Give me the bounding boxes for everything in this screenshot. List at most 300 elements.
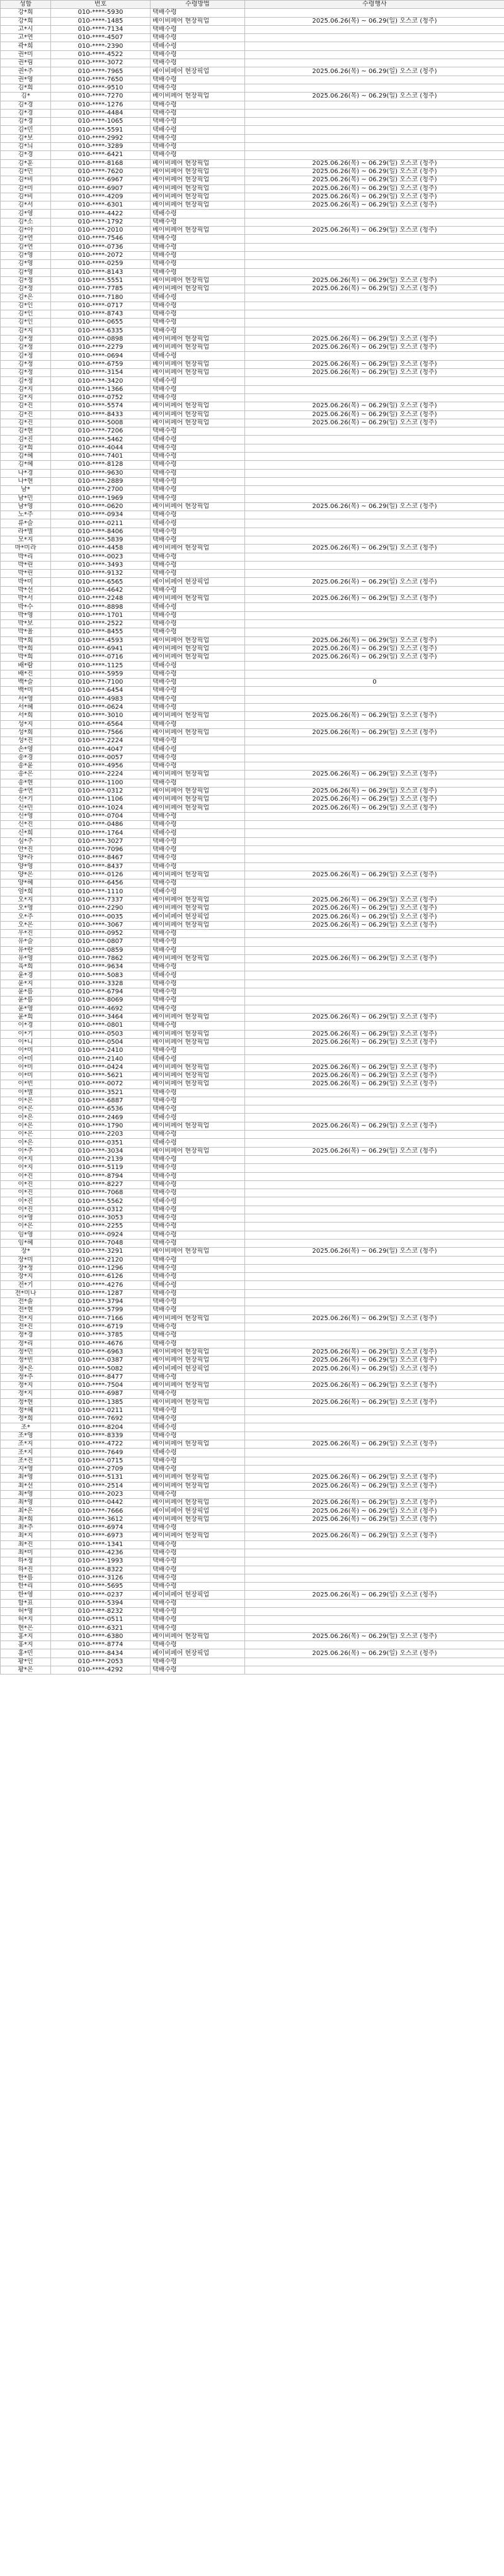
cell-phone: 010-****-6887 xyxy=(51,1097,151,1105)
table-row xyxy=(1,1482,504,1490)
cell-phone: 010-****-3072 xyxy=(51,59,151,67)
cell-name: 이*진 xyxy=(1,1206,51,1214)
cell-phone: 010-****-0694 xyxy=(51,352,151,360)
cell-phone: 010-****-6565 xyxy=(51,578,151,586)
cell-phone: 010-****-0259 xyxy=(51,260,151,268)
table-row xyxy=(1,101,504,109)
table-row xyxy=(1,1030,504,1038)
cell-name: 홍*지 xyxy=(1,1632,51,1641)
table-row xyxy=(1,167,504,176)
cell-receive-method: 택배수령 xyxy=(151,1231,245,1239)
cell-receive-event: 2025.06.26(목) ~ 06.29(일) 오스코 (청주) xyxy=(245,369,504,377)
table-row xyxy=(1,1515,504,1523)
cell-receive-event: 2025.06.26(목) ~ 06.29(일) 오스코 (청주) xyxy=(245,804,504,812)
cell-name: 이*은 xyxy=(1,1131,51,1139)
cell-phone: 010-****-3328 xyxy=(51,980,151,988)
table-row xyxy=(1,260,504,268)
cell-phone: 010-****-3464 xyxy=(51,1013,151,1021)
cell-phone: 010-****-2010 xyxy=(51,227,151,235)
cell-receive-event xyxy=(245,1373,504,1381)
cell-name: 이*미 xyxy=(1,1072,51,1080)
cell-phone: 010-****-0035 xyxy=(51,913,151,921)
cell-name: 이*진 xyxy=(1,1197,51,1206)
cell-name: 박*희 xyxy=(1,636,51,645)
cell-receive-method: 택배수령 xyxy=(151,1097,245,1105)
cell-phone: 010-****-4236 xyxy=(51,1549,151,1557)
cell-receive-event xyxy=(245,1457,504,1465)
cell-receive-method: 택배수령 xyxy=(151,1022,245,1030)
cell-receive-method: 택배수령 xyxy=(151,84,245,92)
cell-name: 정*은 xyxy=(1,1365,51,1373)
cell-phone: 010-****-0486 xyxy=(51,821,151,829)
cell-receive-event xyxy=(245,662,504,670)
cell-phone: 010-****-3521 xyxy=(51,1088,151,1097)
cell-receive-event: 2025.06.26(목) ~ 06.29(일) 오스코 (청주) xyxy=(245,645,504,653)
cell-receive-method: 베이비페어 현장픽업 xyxy=(151,796,245,804)
cell-receive-method: 택배수령 xyxy=(151,745,245,754)
table-row xyxy=(1,1381,504,1389)
cell-phone: 010-****-4047 xyxy=(51,745,151,754)
cell-receive-method: 택배수령 xyxy=(151,243,245,251)
cell-receive-event: 2025.06.26(목) ~ 06.29(일) 오스코 (청주) xyxy=(245,1649,504,1658)
cell-receive-event: 2025.06.26(목) ~ 06.29(일) 오스코 (청주) xyxy=(245,402,504,410)
table-row xyxy=(1,502,504,511)
table-row xyxy=(1,1490,504,1498)
cell-name: 남*민 xyxy=(1,494,51,502)
table-row xyxy=(1,1540,504,1549)
cell-receive-event: 0 xyxy=(245,679,504,687)
table-row xyxy=(1,1373,504,1381)
cell-phone: 010-****-2889 xyxy=(51,477,151,485)
cell-phone: 010-****-5462 xyxy=(51,436,151,444)
cell-receive-method: 택배수령 xyxy=(151,486,245,494)
cell-phone: 010-****-2224 xyxy=(51,771,151,779)
cell-phone: 010-****-6974 xyxy=(51,1524,151,1532)
table-row xyxy=(1,1357,504,1365)
cell-receive-event xyxy=(245,854,504,862)
cell-phone: 010-****-2139 xyxy=(51,1155,151,1163)
table-row xyxy=(1,393,504,402)
cell-receive-method: 택배수령 xyxy=(151,42,245,50)
cell-receive-event: 2025.06.26(목) ~ 06.29(일) 오스코 (청주) xyxy=(245,227,504,235)
cell-phone: 010-****-7100 xyxy=(51,679,151,687)
cell-receive-event xyxy=(245,619,504,628)
cell-phone: 010-****-1287 xyxy=(51,1289,151,1297)
table-row xyxy=(1,921,504,929)
table-row xyxy=(1,762,504,771)
cell-receive-method: 택배수령 xyxy=(151,1616,245,1624)
table-row xyxy=(1,1398,504,1406)
cell-receive-method: 베이비페어 현장픽업 xyxy=(151,1632,245,1641)
cell-name: 최*영 xyxy=(1,1499,51,1507)
cell-phone: 010-****-5799 xyxy=(51,1306,151,1314)
cell-phone: 010-****-0023 xyxy=(51,553,151,561)
table-row xyxy=(1,1323,504,1331)
cell-name: 전*솔 xyxy=(1,1298,51,1306)
cell-phone: 010-****-4044 xyxy=(51,444,151,452)
table-row xyxy=(1,1273,504,1281)
cell-phone: 010-****-4983 xyxy=(51,695,151,703)
cell-receive-event xyxy=(245,101,504,109)
cell-name: 지*영 xyxy=(1,1465,51,1473)
cell-name: 송*윤 xyxy=(1,762,51,771)
cell-receive-method: 택배수령 xyxy=(151,1214,245,1223)
cell-receive-method: 베이비페어 현장픽업 xyxy=(151,402,245,410)
cell-receive-method: 택배수령 xyxy=(151,477,245,485)
table-row xyxy=(1,327,504,335)
cell-phone: 010-****-6564 xyxy=(51,720,151,728)
cell-name: 정*민 xyxy=(1,1348,51,1356)
table-row xyxy=(1,1658,504,1666)
cell-name: 함*표 xyxy=(1,1599,51,1607)
cell-receive-method: 택배수령 xyxy=(151,1131,245,1139)
cell-name: 김*정 xyxy=(1,344,51,352)
cell-receive-event: 2025.06.26(목) ~ 06.29(일) 오스코 (청주) xyxy=(245,921,504,929)
cell-receive-method: 택배수령 xyxy=(151,436,245,444)
cell-receive-event: 2025.06.26(목) ~ 06.29(일) 오스코 (청주) xyxy=(245,502,504,511)
cell-receive-method: 택배수령 xyxy=(151,1105,245,1114)
cell-phone: 010-****-3067 xyxy=(51,921,151,929)
cell-phone: 010-****-4422 xyxy=(51,210,151,218)
cell-phone: 010-****-5119 xyxy=(51,1164,151,1172)
cell-receive-event xyxy=(245,268,504,276)
cell-name: 권*영 xyxy=(1,76,51,84)
cell-receive-event xyxy=(245,988,504,997)
cell-phone: 010-****-7206 xyxy=(51,427,151,436)
table-row xyxy=(1,1524,504,1532)
cell-receive-method: 택배수령 xyxy=(151,1557,245,1566)
cell-receive-method: 베이비페어 현장픽업 xyxy=(151,176,245,184)
cell-receive-event xyxy=(245,1624,504,1632)
cell-receive-method: 택배수령 xyxy=(151,134,245,142)
table-row xyxy=(1,50,504,59)
cell-receive-event: 2025.06.26(목) ~ 06.29(일) 오스코 (청주) xyxy=(245,1515,504,1523)
cell-receive-method: 택배수령 xyxy=(151,1641,245,1649)
cell-receive-event xyxy=(245,1406,504,1415)
cell-phone: 010-****-2390 xyxy=(51,42,151,50)
table-row xyxy=(1,896,504,904)
cell-receive-method: 택배수령 xyxy=(151,151,245,159)
cell-receive-method: 택배수령 xyxy=(151,980,245,988)
cell-receive-event xyxy=(245,1557,504,1566)
cell-receive-event xyxy=(245,486,504,494)
table-row xyxy=(1,980,504,988)
cell-name: 김*정 xyxy=(1,352,51,360)
cell-receive-method: 택배수령 xyxy=(151,938,245,946)
table-row xyxy=(1,963,504,971)
cell-receive-method: 베이비페어 현장픽업 xyxy=(151,1515,245,1523)
cell-receive-event xyxy=(245,745,504,754)
cell-phone: 010-****-6454 xyxy=(51,687,151,695)
cell-phone: 010-****-7566 xyxy=(51,728,151,737)
cell-receive-event: 2025.06.26(목) ~ 06.29(일) 오스코 (청주) xyxy=(245,1072,504,1080)
cell-receive-method: 택배수령 xyxy=(151,109,245,117)
cell-phone: 010-****-9634 xyxy=(51,963,151,971)
table-row xyxy=(1,1423,504,1432)
cell-receive-event: 2025.06.26(목) ~ 06.29(일) 오스코 (청주) xyxy=(245,159,504,167)
cell-phone: 010-****-7620 xyxy=(51,167,151,176)
cell-receive-event xyxy=(245,1524,504,1532)
cell-receive-event xyxy=(245,963,504,971)
cell-receive-method: 베이비페어 현장픽업 xyxy=(151,369,245,377)
table-row xyxy=(1,243,504,251)
cell-receive-method: 택배수령 xyxy=(151,50,245,59)
cell-name: 이*진 xyxy=(1,1180,51,1189)
cell-receive-event xyxy=(245,218,504,226)
cell-name: 조*진 xyxy=(1,1457,51,1465)
cell-receive-method: 베이비페어 현장픽업 xyxy=(151,1147,245,1155)
cell-phone: 010-****-2514 xyxy=(51,1482,151,1490)
cell-receive-method: 베이비페어 현장픽업 xyxy=(151,227,245,235)
cell-receive-method: 베이비페어 현장픽업 xyxy=(151,1474,245,1482)
cell-phone: 010-****-5551 xyxy=(51,276,151,285)
cell-name: 서*영 xyxy=(1,695,51,703)
cell-name: 김*영 xyxy=(1,210,51,218)
cell-name: 김*경 xyxy=(1,109,51,117)
table-row xyxy=(1,913,504,921)
cell-receive-method: 택배수령 xyxy=(151,444,245,452)
cell-receive-event: 2025.06.26(목) ~ 06.29(일) 오스코 (청주) xyxy=(245,1314,504,1323)
cell-name: 임*혜 xyxy=(1,1239,51,1247)
cell-receive-method: 택배수령 xyxy=(151,879,245,888)
table-row xyxy=(1,1583,504,1591)
table-row xyxy=(1,1599,504,1607)
cell-name: 김*진 xyxy=(1,419,51,427)
cell-receive-method: 택배수령 xyxy=(151,988,245,997)
cell-receive-event: 2025.06.26(목) ~ 06.29(일) 오스코 (청주) xyxy=(245,1398,504,1406)
cell-receive-event xyxy=(245,50,504,59)
cell-phone: 010-****-3794 xyxy=(51,1298,151,1306)
cell-receive-method: 베이비페어 현장픽업 xyxy=(151,335,245,343)
cell-receive-event xyxy=(245,143,504,151)
cell-receive-method: 베이비페어 현장픽업 xyxy=(151,1499,245,1507)
cell-receive-method: 베이비페어 현장픽업 xyxy=(151,1532,245,1540)
cell-receive-method: 베이비페어 현장픽업 xyxy=(151,1357,245,1365)
cell-receive-method: 택배수령 xyxy=(151,1206,245,1214)
cell-receive-event xyxy=(245,837,504,845)
cell-receive-method: 택배수령 xyxy=(151,235,245,243)
cell-name: 김*서 xyxy=(1,201,51,210)
cell-phone: 010-****-1341 xyxy=(51,1540,151,1549)
table-row xyxy=(1,360,504,368)
cell-name: 박*수 xyxy=(1,603,51,611)
cell-receive-event xyxy=(245,938,504,946)
cell-phone: 010-****-4593 xyxy=(51,636,151,645)
table-row xyxy=(1,938,504,946)
cell-phone: 010-****-7166 xyxy=(51,1314,151,1323)
cell-receive-method: 베이비페어 현장픽업 xyxy=(151,921,245,929)
cell-name: 전*미나 xyxy=(1,1289,51,1297)
cell-name: 최*진 xyxy=(1,1540,51,1549)
table-row xyxy=(1,276,504,285)
cell-receive-method: 택배수령 xyxy=(151,1566,245,1574)
cell-name: 남* xyxy=(1,486,51,494)
cell-phone: 010-****-9630 xyxy=(51,469,151,477)
cell-phone: 010-****-6794 xyxy=(51,988,151,997)
cell-receive-method: 택배수령 xyxy=(151,779,245,787)
cell-receive-method: 베이비페어 현장픽업 xyxy=(151,712,245,720)
table-row xyxy=(1,1088,504,1097)
cell-phone: 010-****-0624 xyxy=(51,703,151,711)
cell-receive-event xyxy=(245,1306,504,1314)
cell-name: 오*지 xyxy=(1,896,51,904)
cell-phone: 010-****-0655 xyxy=(51,319,151,327)
cell-name: 강*희 xyxy=(1,17,51,25)
cell-receive-method: 택배수령 xyxy=(151,1583,245,1591)
cell-phone: 010-****-0312 xyxy=(51,787,151,795)
cell-phone: 010-****-3053 xyxy=(51,1214,151,1223)
table-row xyxy=(1,335,504,343)
cell-receive-event xyxy=(245,720,504,728)
cell-phone: 010-****-5394 xyxy=(51,1599,151,1607)
cell-receive-event: 2025.06.26(목) ~ 06.29(일) 오스코 (청주) xyxy=(245,193,504,201)
cell-receive-event: 2025.06.26(목) ~ 06.29(일) 오스코 (청주) xyxy=(245,871,504,879)
cell-name: 김*혜 xyxy=(1,453,51,461)
table-row xyxy=(1,93,504,101)
cell-name: 한*름 xyxy=(1,1574,51,1582)
cell-receive-event xyxy=(245,1097,504,1105)
cell-receive-method: 택배수령 xyxy=(151,1005,245,1013)
table-row xyxy=(1,703,504,711)
table-row xyxy=(1,1507,504,1515)
cell-name: 김*연 xyxy=(1,243,51,251)
table-row xyxy=(1,143,504,151)
cell-name: 서*희 xyxy=(1,712,51,720)
cell-name: 송*은 xyxy=(1,771,51,779)
cell-name: 류*슬 xyxy=(1,519,51,528)
cell-phone: 010-****-2023 xyxy=(51,1490,151,1498)
cell-receive-method: 택배수령 xyxy=(151,528,245,536)
cell-receive-event xyxy=(245,821,504,829)
cell-phone: 010-****-0717 xyxy=(51,302,151,310)
cell-receive-event xyxy=(245,34,504,42)
cell-phone: 010-****-7785 xyxy=(51,285,151,293)
header-event: 수령행사 xyxy=(245,1,504,9)
table-row xyxy=(1,1474,504,1482)
cell-name: 엄*희 xyxy=(1,888,51,896)
cell-name: 김*인 xyxy=(1,302,51,310)
cell-phone: 010-****-1792 xyxy=(51,218,151,226)
cell-name: 김*경 xyxy=(1,151,51,159)
table-row xyxy=(1,1063,504,1071)
cell-receive-event xyxy=(245,494,504,502)
cell-receive-method: 택배수령 xyxy=(151,310,245,318)
cell-receive-method: 택배수령 xyxy=(151,319,245,327)
table-row xyxy=(1,670,504,678)
cell-phone: 010-****-7401 xyxy=(51,453,151,461)
cell-receive-event: 2025.06.26(목) ~ 06.29(일) 오스코 (청주) xyxy=(245,1122,504,1130)
cell-name: 하*정 xyxy=(1,1557,51,1566)
cell-phone: 010-****-8204 xyxy=(51,1423,151,1432)
table-row xyxy=(1,210,504,218)
cell-phone: 010-****-6536 xyxy=(51,1105,151,1114)
cell-name: 최*은 xyxy=(1,1507,51,1515)
cell-phone: 010-****-1385 xyxy=(51,1398,151,1406)
cell-receive-event xyxy=(245,695,504,703)
cell-receive-method: 베이비페어 현장픽업 xyxy=(151,502,245,511)
cell-receive-event: 2025.06.26(목) ~ 06.29(일) 오스코 (청주) xyxy=(245,419,504,427)
cell-name: 박*희 xyxy=(1,645,51,653)
cell-receive-event: 2025.06.26(목) ~ 06.29(일) 오스코 (청주) xyxy=(245,712,504,720)
cell-receive-method: 택배수령 xyxy=(151,703,245,711)
cell-phone: 010-****-1276 xyxy=(51,101,151,109)
table-row xyxy=(1,1239,504,1247)
cell-receive-event xyxy=(245,1289,504,1297)
cell-phone: 010-****-4209 xyxy=(51,193,151,201)
cell-receive-event xyxy=(245,9,504,17)
cell-phone: 010-****-2053 xyxy=(51,1658,151,1666)
cell-receive-event: 2025.06.26(목) ~ 06.29(일) 오스코 (청주) xyxy=(245,360,504,368)
cell-receive-method: 택배수령 xyxy=(151,1088,245,1097)
cell-receive-method: 택배수령 xyxy=(151,101,245,109)
cell-name: 김*영 xyxy=(1,251,51,259)
cell-receive-method: 택배수령 xyxy=(151,302,245,310)
cell-receive-method: 택배수령 xyxy=(151,453,245,461)
cell-receive-method: 베이비페어 현장픽업 xyxy=(151,728,245,737)
cell-receive-method: 택배수령 xyxy=(151,854,245,862)
table-row xyxy=(1,1080,504,1088)
table-row xyxy=(1,1164,504,1172)
cell-receive-event: 2025.06.26(목) ~ 06.29(일) 오스코 (청주) xyxy=(245,1591,504,1599)
cell-name: 장*정 xyxy=(1,1264,51,1272)
table-row xyxy=(1,1616,504,1624)
cell-receive-method: 택배수령 xyxy=(151,570,245,578)
cell-receive-event: 2025.06.26(목) ~ 06.29(일) 오스코 (청주) xyxy=(245,1013,504,1021)
cell-receive-event xyxy=(245,1264,504,1272)
cell-receive-event xyxy=(245,235,504,243)
cell-receive-event: 2025.06.26(목) ~ 06.29(일) 오스코 (청주) xyxy=(245,1080,504,1088)
table-row xyxy=(1,1114,504,1122)
cell-phone: 010-****-4642 xyxy=(51,586,151,594)
cell-name: 이*빈 xyxy=(1,1080,51,1088)
cell-receive-event xyxy=(245,879,504,888)
cell-phone: 010-****-6456 xyxy=(51,879,151,888)
table-row xyxy=(1,1608,504,1616)
cell-receive-event xyxy=(245,1574,504,1582)
cell-receive-event: 2025.06.26(목) ~ 06.29(일) 오스코 (청주) xyxy=(245,1507,504,1515)
cell-receive-event: 2025.06.26(목) ~ 06.29(일) 오스코 (청주) xyxy=(245,1357,504,1365)
cell-phone: 010-****-4956 xyxy=(51,762,151,771)
cell-receive-method: 베이비페어 현장픽업 xyxy=(151,193,245,201)
table-row xyxy=(1,862,504,871)
cell-receive-event xyxy=(245,519,504,528)
cell-receive-method: 베이비페어 현장픽업 xyxy=(151,1122,245,1130)
cell-receive-event xyxy=(245,377,504,385)
cell-receive-event: 2025.06.26(목) ~ 06.29(일) 오스코 (청주) xyxy=(245,1381,504,1389)
table-row xyxy=(1,1139,504,1147)
cell-phone: 010-****-1701 xyxy=(51,611,151,619)
cell-phone: 010-****-5959 xyxy=(51,670,151,678)
cell-name: 김*혜 xyxy=(1,461,51,469)
header-phone: 번호 xyxy=(51,1,151,9)
cell-receive-event xyxy=(245,1139,504,1147)
cell-receive-event xyxy=(245,561,504,569)
cell-phone: 010-****-8322 xyxy=(51,1566,151,1574)
cell-receive-method: 베이비페어 현장픽업 xyxy=(151,1030,245,1038)
table-row xyxy=(1,1566,504,1574)
cell-receive-method: 베이비페어 현장픽업 xyxy=(151,954,245,963)
cell-name: 이*별 xyxy=(1,1088,51,1097)
cell-phone: 010-****-0752 xyxy=(51,393,151,402)
table-row xyxy=(1,1649,504,1658)
cell-receive-method: 택배수령 xyxy=(151,1239,245,1247)
cell-phone: 010-****-5930 xyxy=(51,9,151,17)
cell-phone: 010-****-0801 xyxy=(51,1022,151,1030)
table-row xyxy=(1,611,504,619)
cell-name: 김*정 xyxy=(1,335,51,343)
cell-name: 권*림 xyxy=(1,59,51,67)
table-row xyxy=(1,1306,504,1314)
